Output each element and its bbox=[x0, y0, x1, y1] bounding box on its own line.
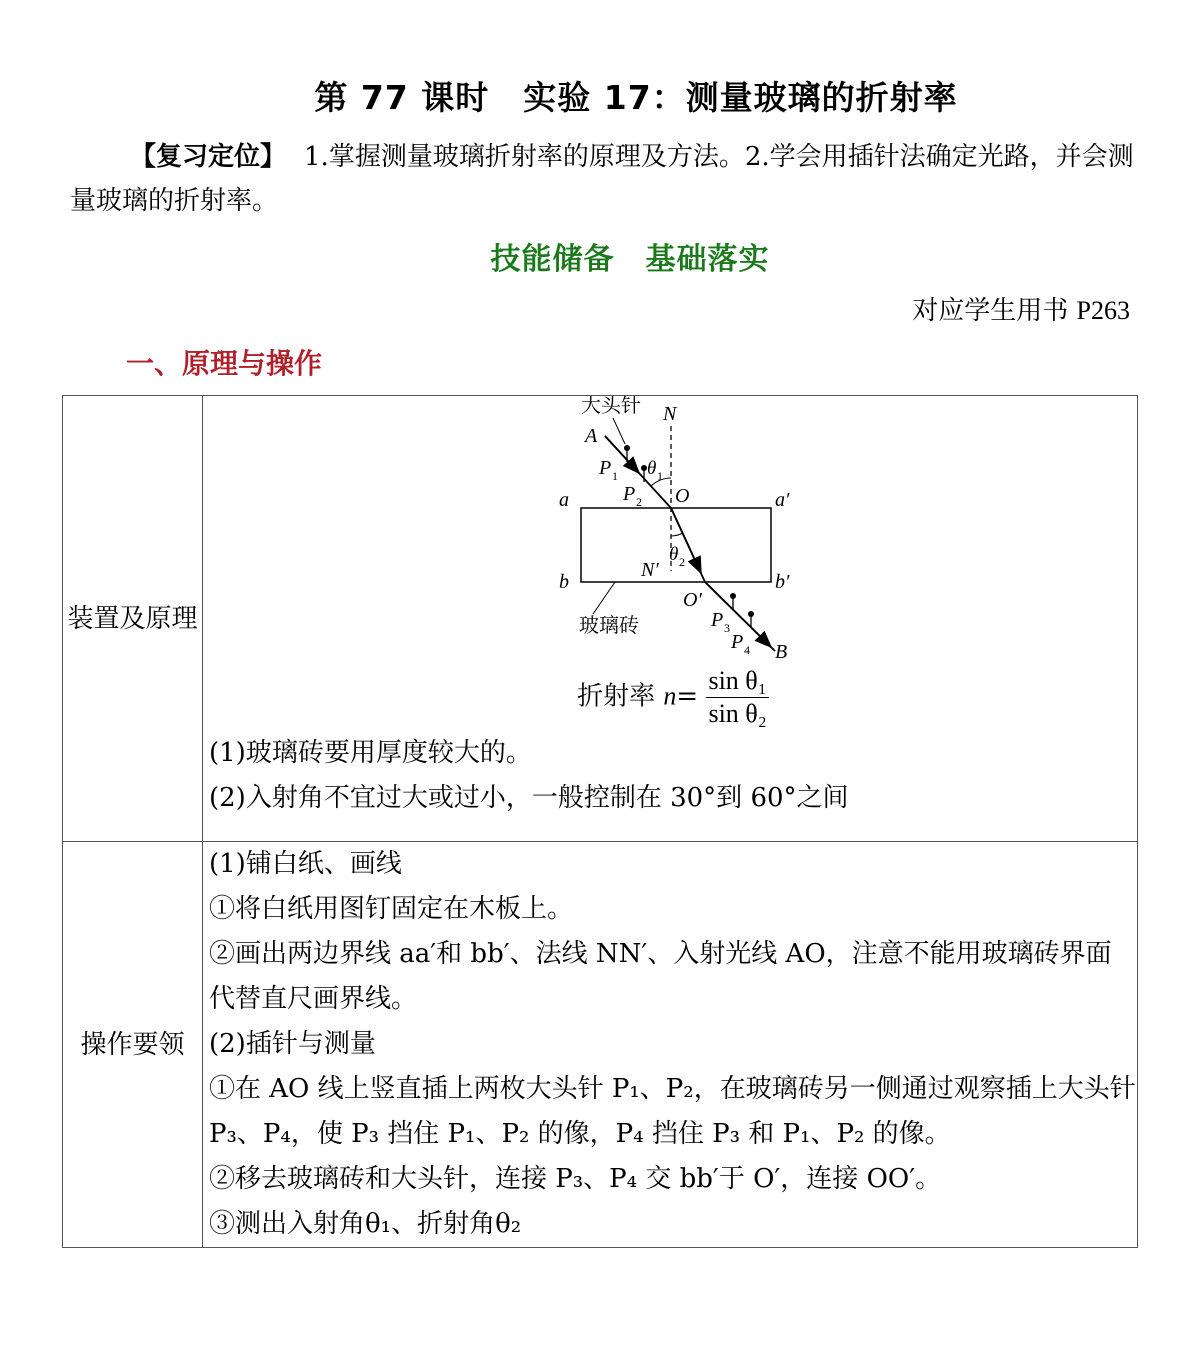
row-content-operation bbox=[203, 842, 1138, 1248]
ref-label: 对应学生用书 bbox=[912, 296, 1069, 326]
label-N2: N′ bbox=[641, 559, 659, 581]
refraction-diagram bbox=[543, 396, 803, 661]
glass-pointer bbox=[593, 582, 615, 614]
formula-numerator: sin θ₁ bbox=[706, 665, 768, 698]
review-text: 1.掌握测量玻璃折射率的原理及方法。2.学会用插针法确定光路，并会测量玻璃的折射率。 bbox=[70, 142, 1134, 216]
label-theta1-sub: 1 bbox=[657, 469, 663, 483]
label-N: N bbox=[663, 403, 677, 425]
operation-step-1b: ②画出两边界线 aa′和 bb′、法线 NN′、入射光线 AO，注意不能用玻璃砖界面代替直尺画界线。 bbox=[209, 939, 1112, 1014]
label-P1: P bbox=[599, 457, 612, 479]
label-P2: P bbox=[623, 483, 636, 505]
formula-eq: = bbox=[676, 681, 699, 712]
operation-step-1a: ①将白纸用图钉固定在木板上。 bbox=[209, 894, 574, 924]
label-P2-sub: 2 bbox=[636, 495, 642, 509]
label-P4: P bbox=[731, 631, 744, 653]
label-P3-sub: 3 bbox=[724, 621, 730, 635]
formula-denominator: sin θ₂ bbox=[708, 699, 767, 728]
principle-note-2: (2)入射角不宜过大或过小，一般控制在 30°到 60°之间 bbox=[209, 783, 849, 813]
page-title: 第 77 课时 实验 17：测量玻璃的折射率 bbox=[314, 78, 958, 117]
book-reference bbox=[912, 290, 1130, 327]
table-row-principle bbox=[63, 396, 1138, 842]
table-row-operation bbox=[63, 842, 1138, 1248]
principle-note-1: (1)玻璃砖要用厚度较大的。 bbox=[209, 738, 532, 768]
label-O: O bbox=[675, 485, 690, 507]
row-label-operation: 操作要领 bbox=[63, 842, 203, 1248]
glass-label: 玻璃砖 bbox=[579, 615, 639, 637]
label-theta2-sub: 2 bbox=[679, 555, 685, 569]
label-b: b bbox=[559, 571, 569, 593]
label-b2: b′ bbox=[775, 571, 790, 593]
review-paragraph bbox=[70, 135, 1140, 223]
pin-pointer bbox=[613, 418, 625, 444]
operation-step-1: (1)铺白纸、画线 bbox=[209, 849, 402, 879]
operation-step-2b: ②移去玻璃砖和大头针，连接 P₃、P₄ 交 bb′于 O′，连接 OO′。 bbox=[209, 1164, 942, 1194]
formula-prefix: 折射率 bbox=[577, 681, 664, 712]
label-a2: a′ bbox=[775, 489, 790, 511]
operation-step-2: (2)插针与测量 bbox=[209, 1029, 376, 1059]
formula-fraction bbox=[706, 665, 768, 730]
review-tag: 【复习定位】 bbox=[130, 142, 287, 172]
label-A: A bbox=[585, 425, 598, 447]
label-P3: P bbox=[711, 609, 724, 631]
label-B: B bbox=[775, 641, 788, 661]
operation-step-2a: ①在 AO 线上竖直插上两枚大头针 P₁、P₂，在玻璃砖另一侧通过观察插上大头针 P₃、P₄，使 P₃ 挡住 P₁、P₂ 的像，P₄ 挡住 P₃ 和 P₁、P₂ 的像。 bbox=[209, 1074, 1136, 1149]
operation-step-2c: ③测出入射角θ₁、折射角θ₂ bbox=[209, 1209, 522, 1239]
label-O2: O′ bbox=[683, 589, 702, 611]
label-P4-sub: 4 bbox=[744, 643, 750, 657]
principle-table bbox=[62, 395, 1138, 1248]
refractive-index-formula bbox=[209, 665, 1137, 731]
formula-n: n bbox=[663, 681, 677, 711]
label-P1-sub: 1 bbox=[612, 469, 618, 483]
diagram-container bbox=[209, 396, 1137, 661]
label-theta2: θ bbox=[669, 544, 679, 565]
label-theta1: θ bbox=[647, 458, 657, 479]
row-content-principle bbox=[203, 396, 1138, 842]
subheading: 一、原理与操作 bbox=[126, 347, 323, 380]
pin-label: 大头针 bbox=[581, 396, 641, 417]
ref-page: P263 bbox=[1076, 296, 1130, 325]
row-label-principle: 装置及原理 bbox=[63, 396, 203, 842]
theta2-arc bbox=[671, 533, 683, 536]
label-a: a bbox=[559, 489, 569, 511]
section-title: 技能储备 基础落实 bbox=[490, 242, 770, 277]
